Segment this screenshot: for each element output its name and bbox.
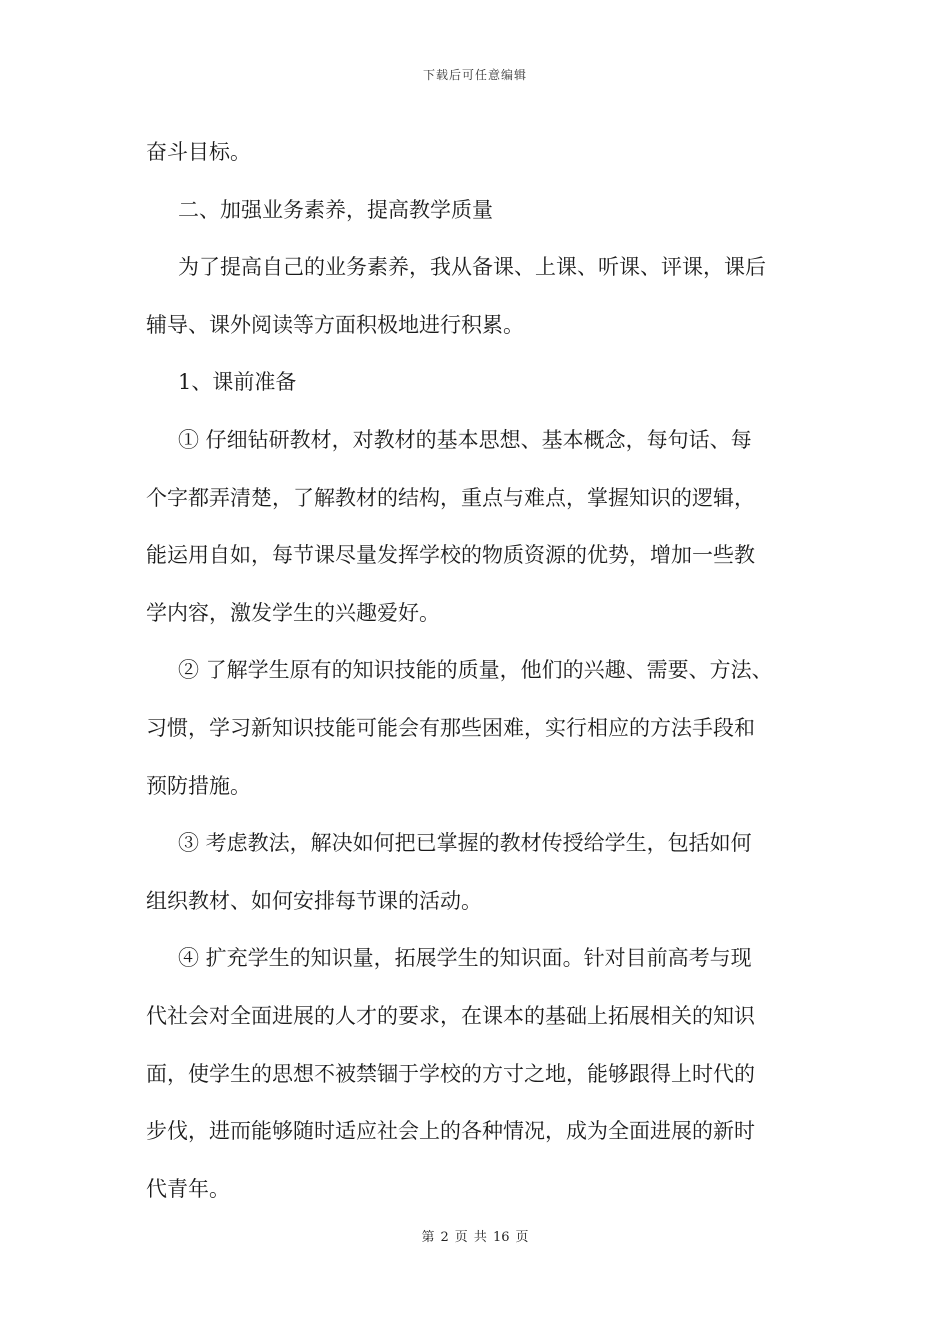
page-header: 下载后可任意编辑	[422, 68, 527, 82]
footer-suffix: 页	[515, 1230, 529, 1245]
paragraph-line: 代社会对全面进展的人才的要求，在课本的基础上拓展相关的知识	[146, 1003, 755, 1028]
footer-prefix: 第	[421, 1230, 435, 1245]
paragraph-line: 预防措施。	[146, 773, 251, 798]
footer-middle: 页 共	[454, 1230, 487, 1245]
paragraph-line: 步伐，进而能够随时适应社会上的各种情况，成为全面进展的新时	[146, 1119, 755, 1144]
paragraph-line: 个字都弄清楚，了解教材的结构，重点与难点，掌握知识的逻辑，	[146, 485, 755, 510]
current-page-number: 2	[440, 1230, 449, 1245]
paragraph-line: 习惯，学习新知识技能可能会有那些困难，实行相应的方法手段和	[146, 715, 755, 740]
paragraph-line: 能运用自如，每节课尽量发挥学校的物质资源的优势，增加一些教	[146, 543, 755, 568]
paragraph-line: ④ 扩充学生的知识量，拓展学生的知识面。针对目前高考与现	[178, 946, 752, 971]
paragraph-line: ① 仔细钻研教材，对教材的基本思想、基本概念，每句话、每	[178, 427, 752, 452]
paragraph-line: 代青年。	[146, 1176, 230, 1201]
paragraph-line: 奋斗目标。	[146, 140, 251, 164]
paragraph-line: ③ 考虑教法，解决如何把已掌握的教材传授给学生，包括如何	[178, 831, 752, 856]
page-footer	[0, 1226, 950, 1245]
paragraph-line: ② 了解学生原有的知识技能的质量，他们的兴趣、需要、方法、	[178, 658, 773, 683]
paragraph-line: 学内容，激发学生的兴趣爱好。	[146, 600, 440, 625]
subsection-heading: 1、课前准备	[178, 370, 297, 395]
paragraph-line: 为了提高自己的业务素养，我从备课、上课、听课、评课，课后	[178, 255, 766, 280]
total-pages-number: 16	[492, 1230, 510, 1245]
paragraph-line: 辅导、课外阅读等方面积极地进行积累。	[146, 312, 524, 337]
document-body	[146, 124, 826, 1218]
paragraph-line: 组织教材、如何安排每节课的活动。	[146, 888, 482, 913]
paragraph-line: 面，使学生的思想不被禁锢于学校的方寸之地，能够跟得上时代的	[146, 1061, 755, 1086]
section-heading: 二、加强业务素养，提高教学质量	[178, 197, 493, 222]
